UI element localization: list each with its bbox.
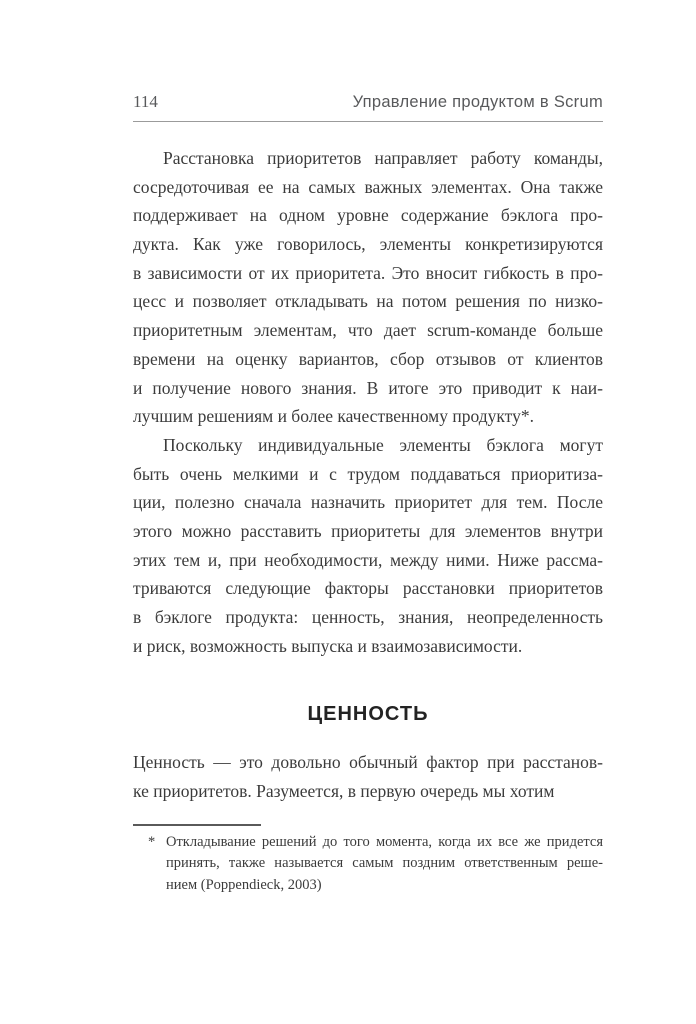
page-header	[133, 92, 603, 122]
text-line: лучшим решениям и более качественному продукту*.	[133, 406, 534, 427]
paragraph-1	[133, 144, 603, 431]
text-line: и получение нового знания. В итоге это приводит к наи-	[133, 377, 603, 398]
footnote-text	[166, 832, 603, 897]
text-line: времени на оценку вариантов, сбор отзывов от клиентов	[133, 348, 603, 369]
text-line: приоритетным элементам, что дает scrum-команде больше	[133, 320, 603, 341]
text-line: сосредоточивая ее на самых важных элементах. Она также	[133, 176, 603, 197]
page-number: 114	[133, 92, 158, 111]
footnote-marker: *	[148, 833, 156, 850]
paragraph-3	[133, 748, 603, 805]
footnote-line: Откладывание решений до того момента, когда их все же придется	[166, 833, 603, 850]
footnote	[133, 832, 603, 897]
text-line: быть очень мелкими и с трудом поддаваться приоритиза-	[133, 463, 603, 484]
text-line: цесс и позволяет откладывать на потом решения по низко-	[133, 291, 603, 312]
text-line: этих тем и, при необходимости, между ними. Ниже рассма-	[133, 549, 603, 570]
text-line: в зависимости от их приоритета. Это вносит гибкость в про-	[133, 262, 603, 283]
text-line: триваются следующие факторы расстановки приоритетов	[133, 578, 603, 599]
running-title: Управление продуктом в Scrum	[352, 93, 603, 111]
text-line: ции, полезно сначала назначить приоритет для тем. После	[133, 492, 603, 513]
footnote-separator	[133, 824, 261, 826]
text-line: и риск, возможность выпуска и взаимозависимости.	[133, 635, 523, 656]
footnote-line: нием (Poppendieck, 2003)	[166, 876, 322, 893]
text-line: поддерживает на одном уровне содержание бэклога про-	[133, 205, 603, 226]
text-line: Расстановка приоритетов направляет работу команды,	[163, 148, 603, 168]
page-body	[133, 144, 603, 896]
text-line: этого можно расставить приоритеты для элементов внутри	[133, 520, 603, 541]
text-line: Ценность — это довольно обычный фактор при расстанов-	[133, 752, 603, 773]
text-line: в бэклоге продукта: ценность, знания, неопределенность	[133, 607, 603, 627]
footnote-line: принять, также называется самым поздним ответственным реше-	[166, 855, 603, 872]
section-heading: ЦЕННОСТЬ	[307, 703, 429, 726]
text-line: ке приоритетов. Разумеется, в первую очередь мы хотим	[133, 781, 555, 802]
text-line: Поскольку индивидуальные элементы бэклога могут	[163, 434, 603, 455]
text-line: дукта. Как уже говорилось, элементы конкретизируются	[133, 234, 603, 255]
paragraph-2	[133, 431, 603, 661]
